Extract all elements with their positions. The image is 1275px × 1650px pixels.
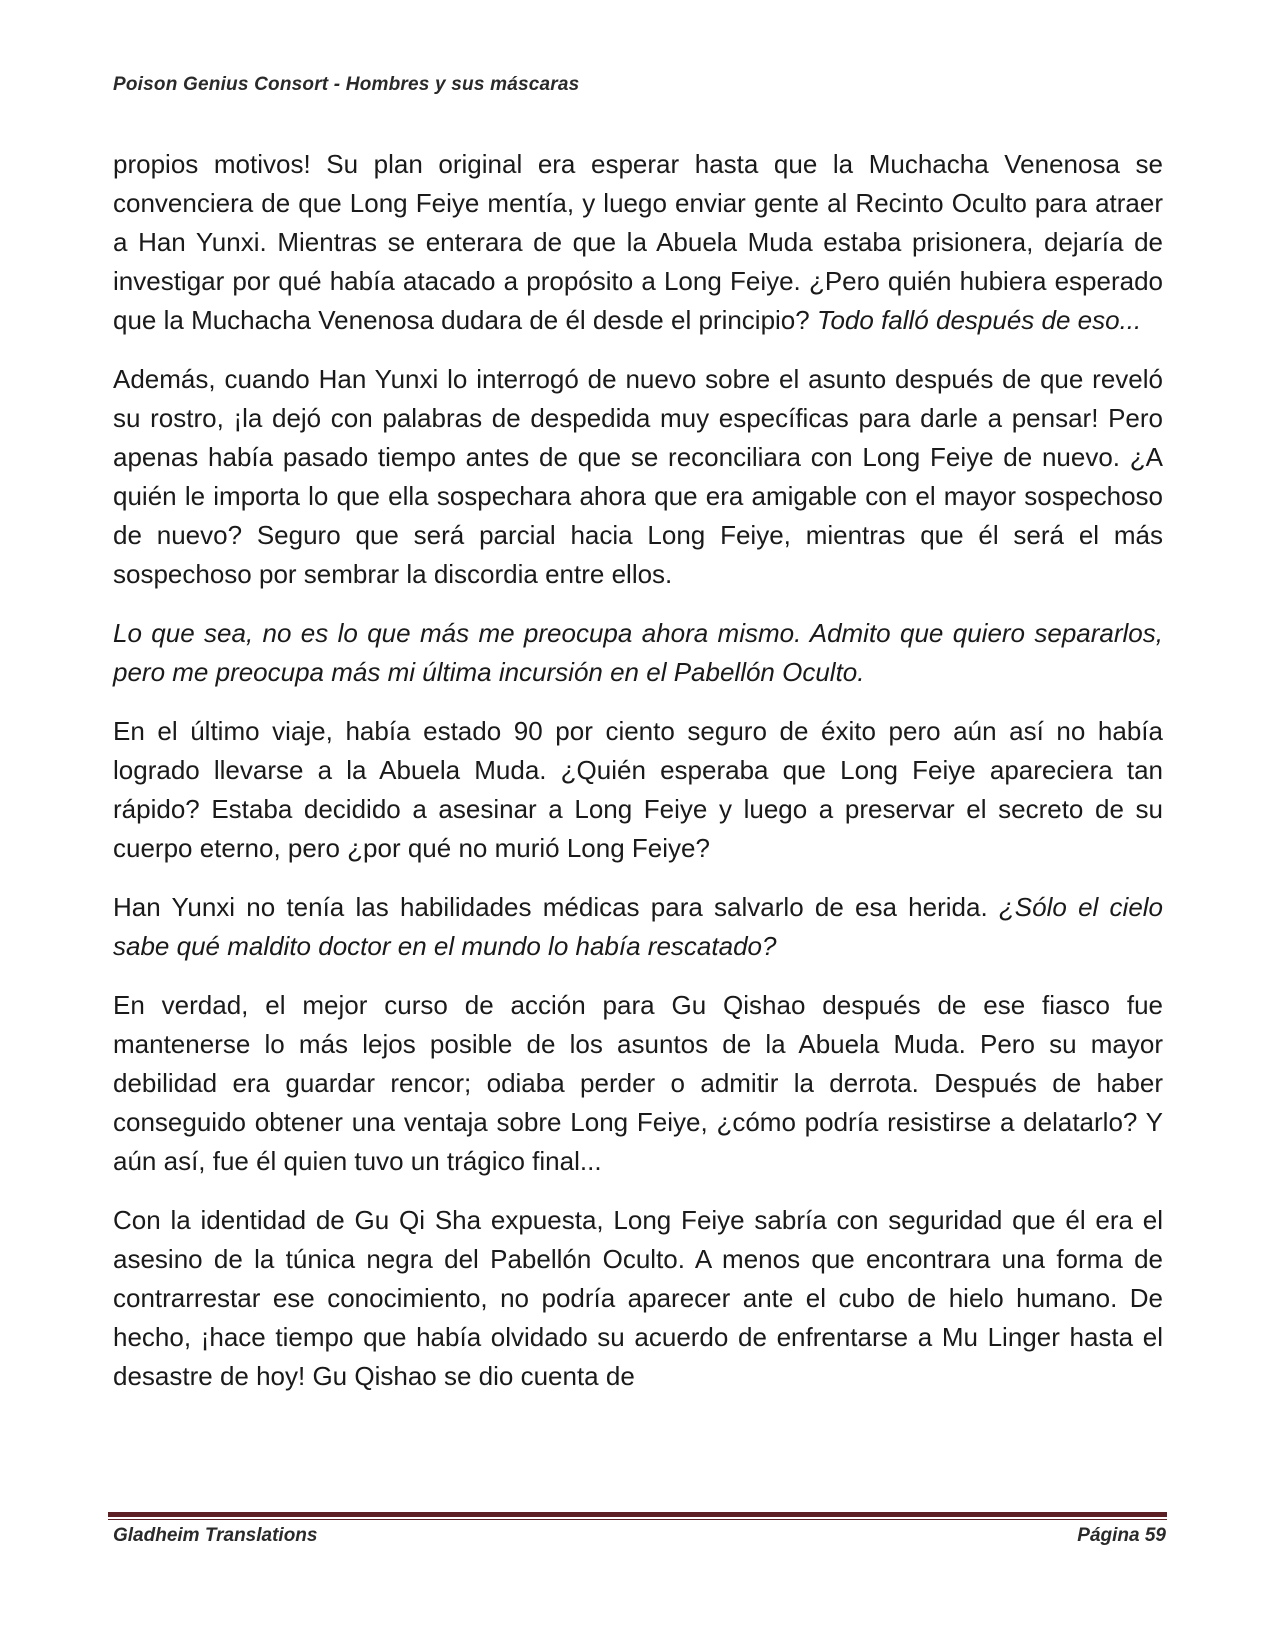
footer-divider-thick (108, 1512, 1167, 1517)
footer-divider (108, 1512, 1167, 1522)
paragraph: En el último viaje, había estado 90 por ciento seguro de éxito pero aún así no había logrado llevarse a la Abuela Muda. ¿Quién esperaba que Long Feiye apareciera tan rápido? Estaba decidido a asesinar a Long Feiye y luego a preservar el secreto de su cuerpo eterno, pero ¿por qué no murió Long Feiye? (113, 716, 1163, 863)
paragraph-italic-text: Todo falló después de eso... (816, 305, 1142, 335)
paragraph: Con la identidad de Gu Qi Sha expuesta, Long Feiye sabría con seguridad que él era el asesino de la túnica negra del Pabellón Oculto. A menos que encontrara una forma de contrarrestar ese conocimiento, no podría aparecer ante el cubo de hielo humano. De hecho, ¡hace tiempo que había olvidado su acuerdo de enfrentarse a Mu Linger hasta el desastre de hoy! Gu Qishao se dio cuenta de (113, 1205, 1163, 1391)
paragraph (113, 145, 1163, 340)
footer-divider-thin (108, 1519, 1167, 1520)
paragraph-italic: Lo que sea, no es lo que más me preocupa ahora mismo. Admito que quiero separarlos, pero me preocupa más mi última incursión en el Pabellón Oculto. (113, 618, 1163, 687)
paragraph-text: Han Yunxi no tenía las habilidades médicas para salvarlo de esa herida. (113, 892, 999, 922)
paragraph: En verdad, el mejor curso de acción para Gu Qishao después de ese fiasco fue mantenerse lo más lejos posible de los asuntos de la Abuela Muda. Pero su mayor debilidad era guardar rencor; odiaba perder o admitir la derrota. Después de haber conseguido obtener una ventaja sobre Long Feiye, ¿cómo podría resistirse a delatarlo? Y aún así, fue él quien tuvo un trágico final... (113, 990, 1163, 1176)
page-header: Poison Genius Consort - Hombres y sus máscaras (113, 74, 580, 95)
document-body (113, 145, 1163, 1396)
paragraph-italic-text: ¿Sólo el cielo sabe qué maldito doctor en el mundo lo había rescatado? (113, 892, 1164, 961)
paragraph: Además, cuando Han Yunxi lo interrogó de nuevo sobre el asunto después de que reveló su rostro, ¡la dejó con palabras de despedida muy específicas para darle a pensar! Pero apenas había pasado tiempo antes de que se reconciliara con Long Feiye de nuevo. ¿A quién le importa lo que ella sospechara ahora que era amigable con el mayor sospechoso de nuevo? Seguro que será parcial hacia Long Feiye, mientras que él será el más sospechoso por sembrar la discordia entre ellos. (113, 364, 1163, 589)
paragraph-text: propios motivos! Su plan original era esperar hasta que la Muchacha Venenosa se convenciera de que Long Feiye mentía, y luego enviar gente al Recinto Oculto para atraer a Han Yunxi. Mientras se enterara de que la Abuela Muda estaba prisionera, dejaría de investigar por qué había atacado a propósito a Long Feiye. ¿Pero quién hubiera esperado que la Muchacha Venenosa dudara de él desde el principio? (113, 149, 1163, 335)
footer-page-number: Página 59 (1077, 1525, 1166, 1546)
paragraph (113, 888, 1163, 966)
footer-publisher: Gladheim Translations (113, 1525, 318, 1546)
